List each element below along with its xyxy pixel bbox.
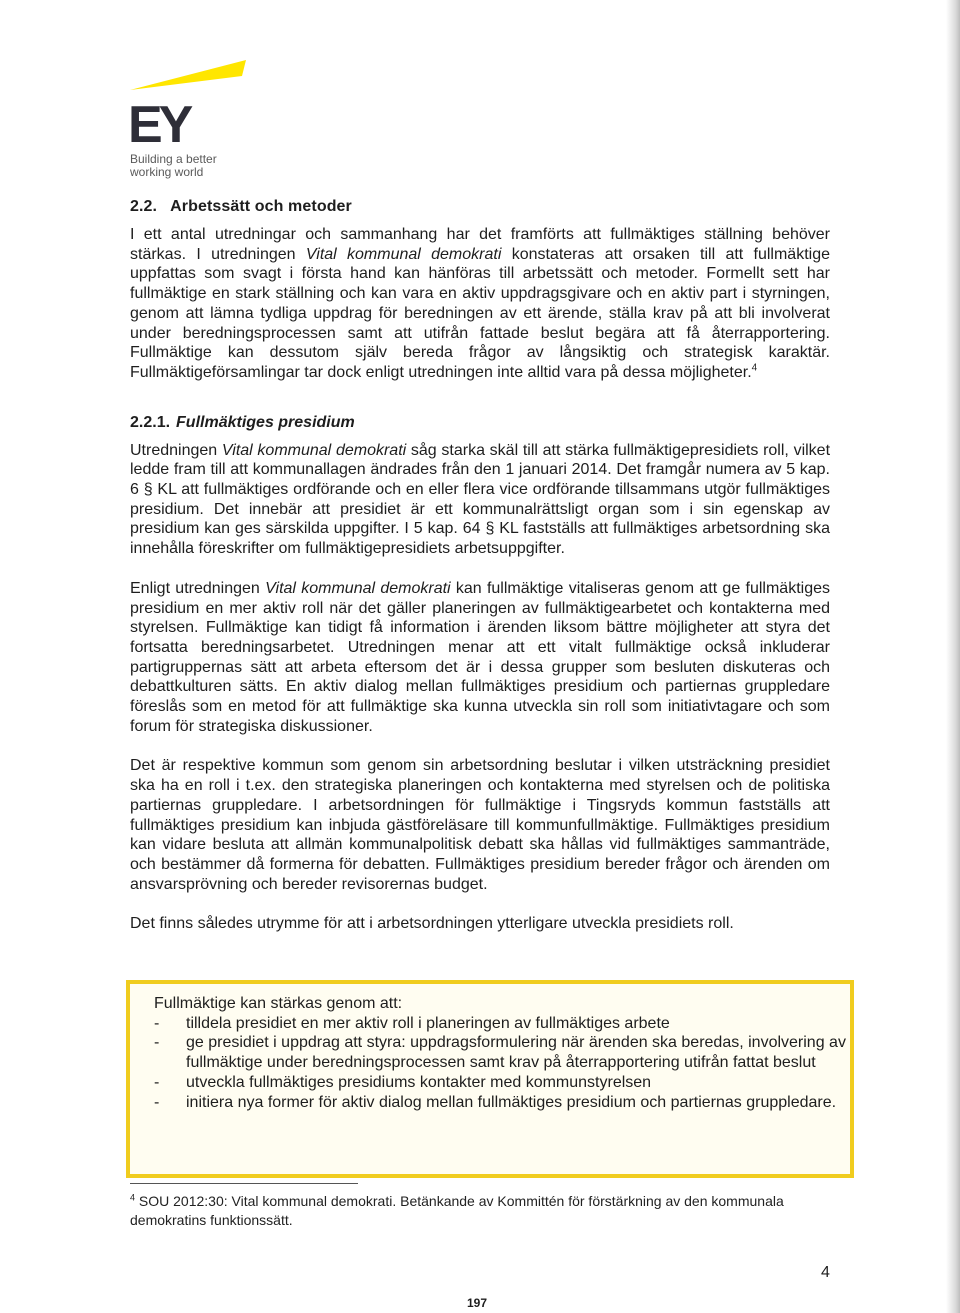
footnote <box>130 1192 810 1230</box>
subsection-number: 2.2.1. <box>130 413 171 431</box>
paragraph-1 <box>130 441 830 559</box>
text-run: Utredningen <box>130 441 222 459</box>
ey-tagline-line2: working world <box>130 165 204 179</box>
ey-tagline-line1: Building a better <box>130 152 217 166</box>
text-run: Enligt utredningen <box>130 579 266 597</box>
ey-logo-letters: EY <box>128 96 190 152</box>
recommendation-list <box>154 1014 846 1113</box>
list-item <box>154 1093 846 1113</box>
section-number: 2.2. <box>130 198 158 215</box>
recommendation-box <box>126 980 854 1178</box>
paragraph-3: Det är respektive kommun som genom sin arbetsordning beslutar i vilken utsträckning presidiet ska ha en roll i t.ex. den strategiska planeringen och kontakterna med styrelsen och de politiska partiernas gruppledare. I arbetsordningen för fullmäktige i Tingsryds kommun fastställs att fullmäktiges presidium kan inbjuda gästföreläsare till kommunfullmäktige. Fullmäktiges presidium kan vidare besluta att allmän kommunalpolitisk debatt ska hållas vid fullmäktiges sammanträde, och bestämmer då formerna för debatten. Fullmäktiges presidium bereder frågor och ärenden om ansvarsprövning och bereder revisorernas budget. <box>130 757 830 893</box>
ey-logo-mark <box>128 52 248 152</box>
subsection-heading <box>130 414 830 432</box>
list-item-text: initiera nya former för aktiv dialog mellan fullmäktiges presidium och partiernas gruppledare. <box>186 1093 837 1111</box>
text-run: I ett antal utredningar och sammanhang har det framförts att fullmäktiges ställning behöver stärkas. I utredningen <box>130 226 830 263</box>
section-title: Arbetssätt och metoder <box>170 198 352 215</box>
text-run: såg starka skäl till att stärka fullmäktigepresidiets roll, vilket ledde fram till att kommunallagen ändrades från den 1 januari 2014. Det framgår numera av 5 kap. 6 § KL att fullmäktiges ordförande och en eller flera vice ordförande tillsammans utgör fullmäktiges presidium. Det innebär att presidiet är ett kommunalrättsligt organ som i sin egenskap av presidium kan ges särskilda uppgifter. I 5 kap. 64 § KL fastställs att fullmäktiges arbetsordning ska innehålla föreskrifter om fullmäktigepresidiets arbetsuppgifter. <box>130 441 831 558</box>
section-heading <box>130 198 830 216</box>
list-item-text: utveckla fullmäktiges presidiums kontakter med kommunstyrelsen <box>186 1073 652 1091</box>
list-item <box>154 1033 846 1072</box>
dash-bullet: - <box>154 1093 160 1111</box>
main-content <box>130 198 830 934</box>
list-item <box>154 1073 846 1093</box>
paragraph-2 <box>130 579 830 737</box>
paragraph-4: Det finns således utrymme för att i arbetsordningen ytterligare utveckla presidiets roll. <box>130 915 734 933</box>
scan-edge-shadow <box>946 0 960 1313</box>
dash-bullet: - <box>154 1073 160 1091</box>
italic-title: Vital kommunal demokrati <box>305 245 502 263</box>
recommendation-title: Fullmäktige kan stärkas genom att: <box>154 995 403 1012</box>
footnote-reference[interactable]: 4 <box>751 362 758 374</box>
list-item-text: tilldela presidiet en mer aktiv roll i planeringen av fullmäktiges arbete <box>186 1014 670 1032</box>
section-paragraph <box>130 225 830 383</box>
footnote-divider <box>130 1183 358 1184</box>
ey-tagline <box>130 153 217 179</box>
text-run: konstateras att orsaken till att fullmäktige uppfattas som svagt i första hand kan hänföras till arbetssätt och metoder. Formellt sett har fullmäktige en stark ställning och kan vara en aktiv uppdragsgivare och en aktiv part i styrningen, genom att lämna tydliga uppdrag för beredningen av ett ärende, ställa krav på att bli involverat under beredningsprocessen samt att utifrån fattade beslut begära att få återrapportering. Fullmäktige kan dessutom själv bereda frågor av långsiktig och strategisk karaktär. Fullmäktigeförsamlingar tar dock enligt utredningen inte alltid vara på dessa möjligheter. <box>130 245 831 381</box>
list-item <box>154 1014 846 1034</box>
footnote-number: 4 <box>130 1192 136 1203</box>
subsection-title: Fullmäktiges presidium <box>176 413 355 431</box>
italic-title: Vital kommunal demokrati <box>265 579 451 597</box>
page-number: 4 <box>821 1264 830 1281</box>
ey-logo-beam <box>130 60 246 90</box>
footnote-text: SOU 2012:30: Vital kommunal demokrati. Betänkande av Kommittén för förstärkning av den kommunala demokratins funktionssätt. <box>130 1193 784 1228</box>
list-item-text: ge presidiet i uppdrag att styra: uppdragsformulering när ärenden ska beredas, involvering av fullmäktige under beredningsprocessen samt krav på återrapportering utifrån fattat beslut <box>186 1034 846 1072</box>
dash-bullet: - <box>154 1034 160 1052</box>
text-run: kan fullmäktige vitaliseras genom att ge fullmäktiges presidium en mer aktiv roll när det gäller planeringen av fullmäktigearbetet och kontakterna med styrelsen. Fullmäktige kan tidigt få information i ärenden liksom bättre möjligheter att styra det fortsatta beredningsarbetet. Utredningen menar att ett vitalt fullmäktige också inkluderar partigruppernas sätt att arbeta eftersom det är i dessa grupper som besluten diskuteras och debattkulturen sätts. En aktiv dialog mellan fullmäktiges presidium och partiernas gruppledare föreslås som en metod för att fullmäktige ska kunna utveckla sin roll som initiativtagare och som forum för strategiska diskussioner. <box>130 579 830 735</box>
dash-bullet: - <box>154 1014 160 1032</box>
italic-title: Vital kommunal demokrati <box>221 441 407 459</box>
stamp-number: 197 <box>467 1296 488 1310</box>
